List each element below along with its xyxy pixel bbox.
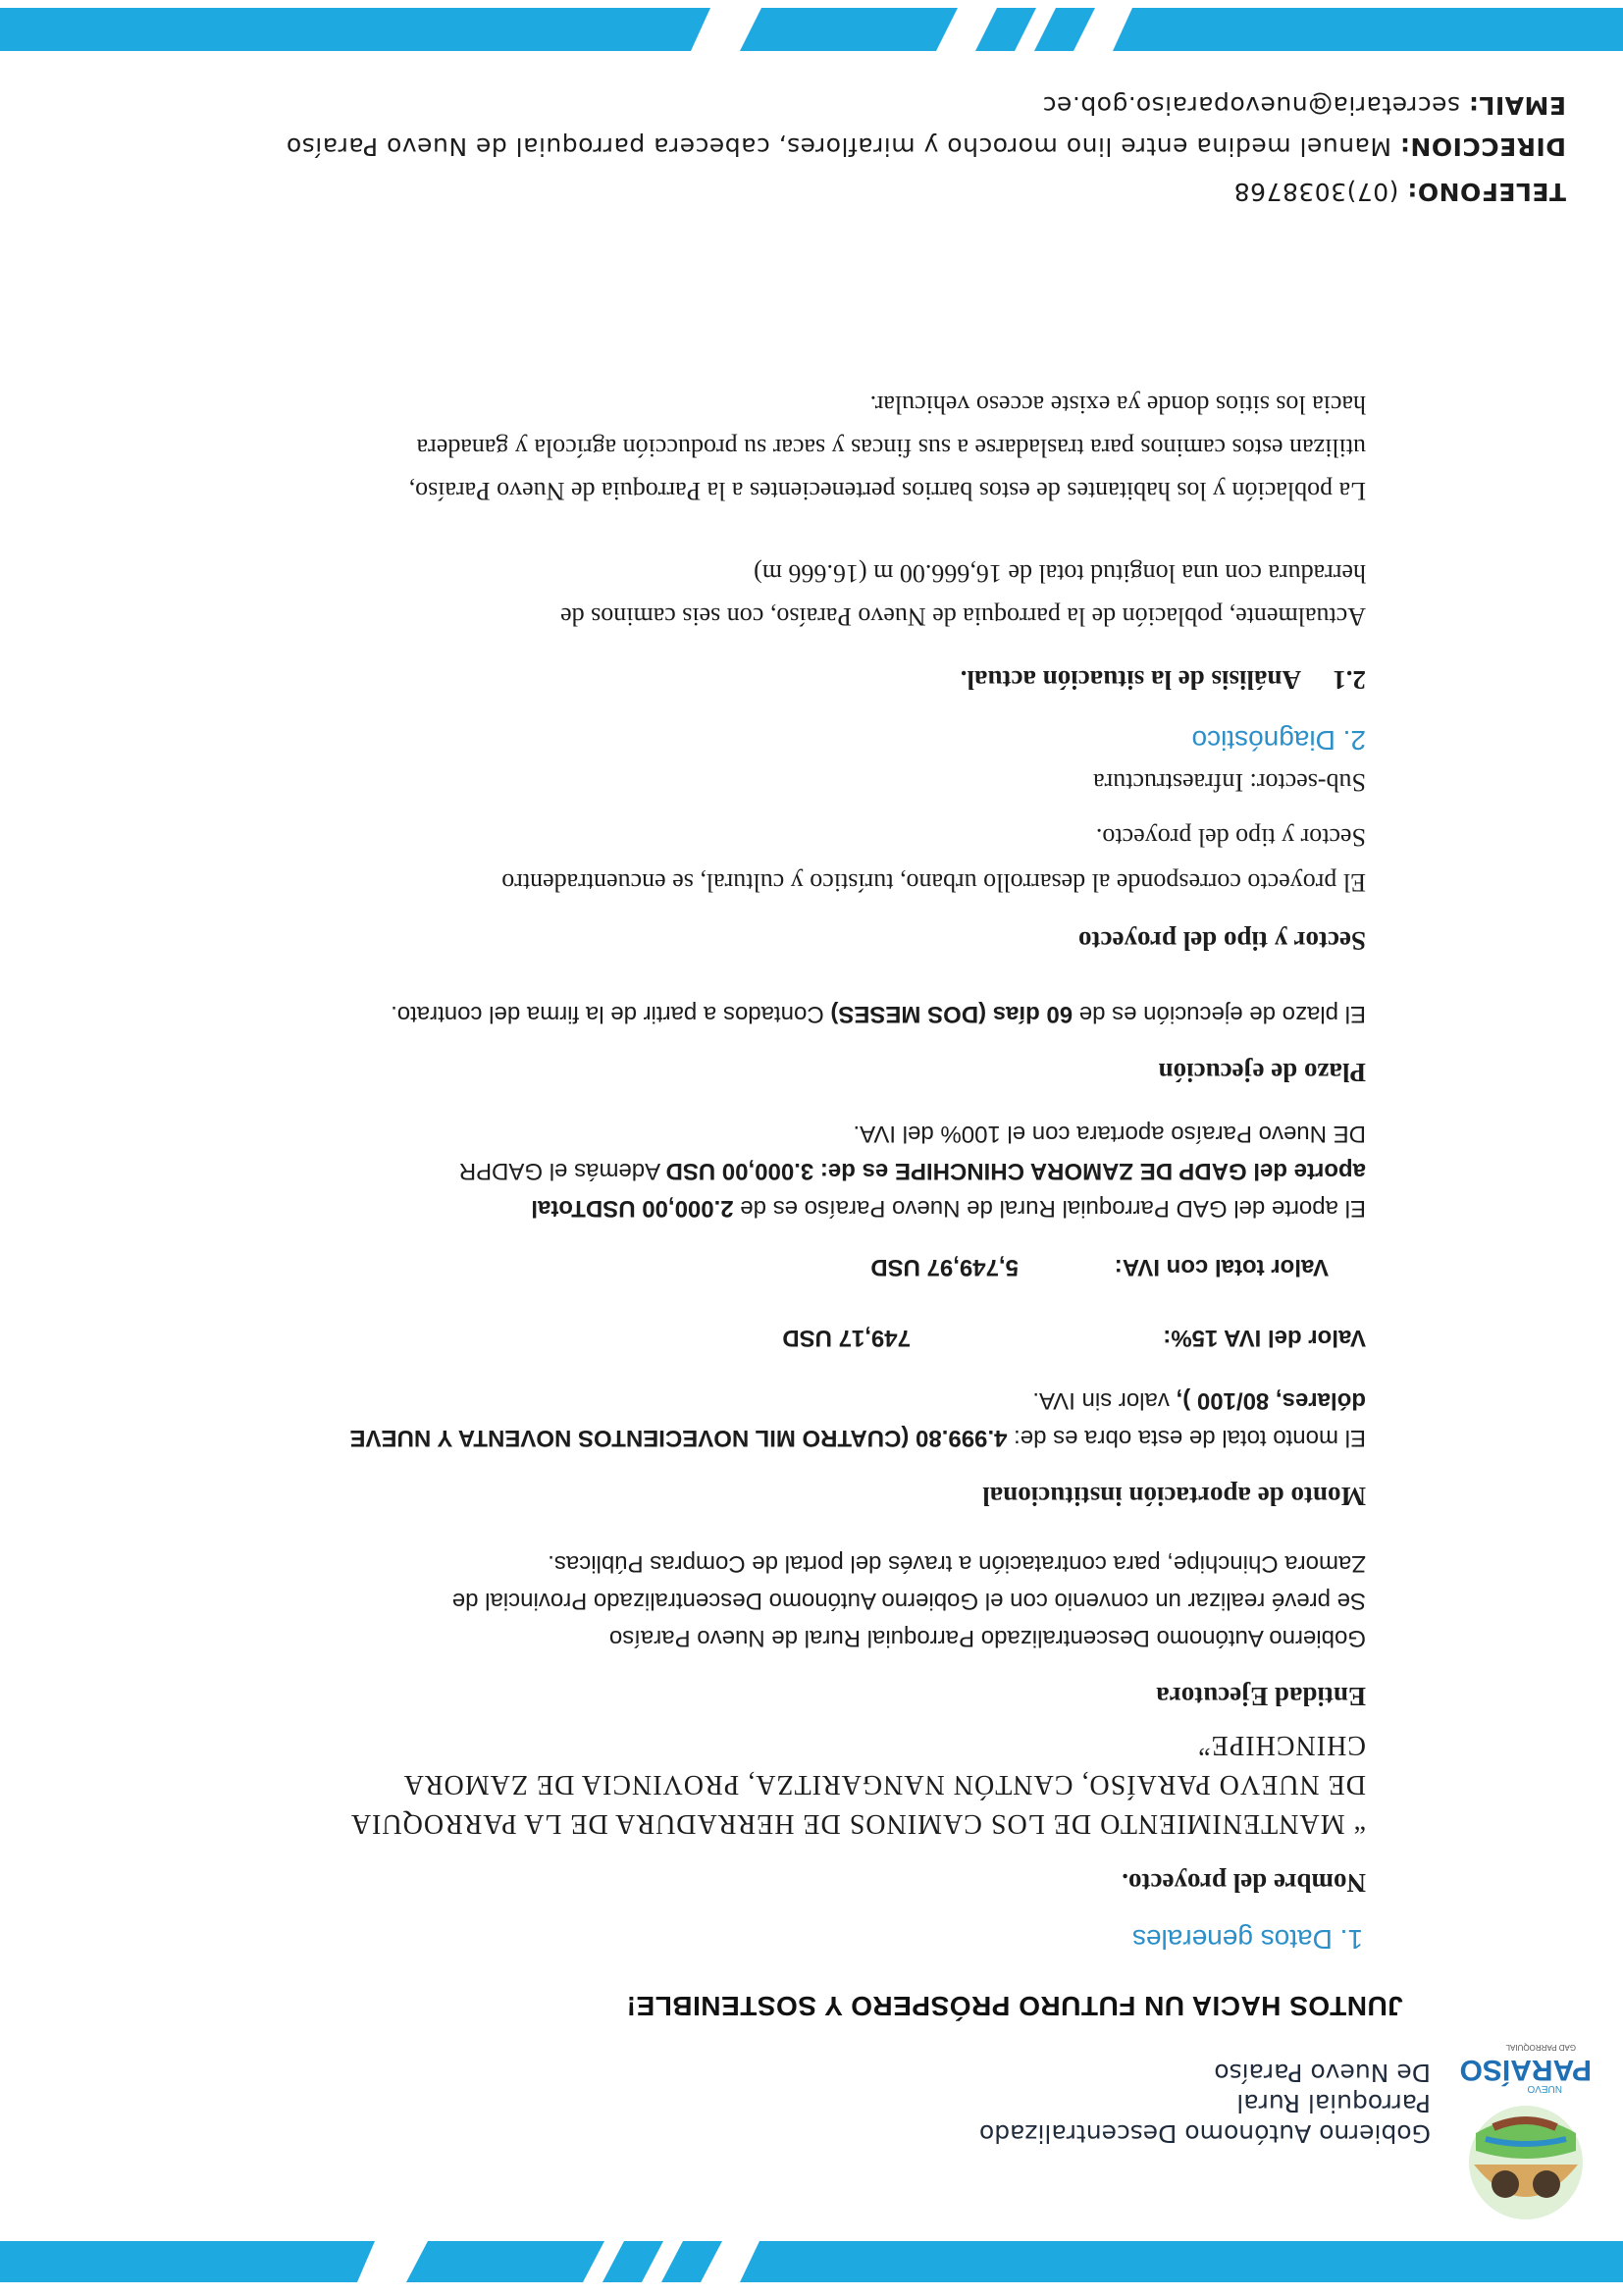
- monto-line: [198, 1419, 1366, 1456]
- aporte-line: [208, 1152, 1366, 1189]
- entidad-line: Gobierno Autónomo Descentralizado Parroquial Rural de Nuevo Paraíso: [608, 1625, 1366, 1651]
- paragraph-line: utilizan estos caminos para trasladarse a sus fincas y sacar su producción agrícola y ganadera: [416, 434, 1366, 462]
- label-plazo-ejecucion: Plazo de ejecución: [1158, 1058, 1366, 1087]
- monto-line1-bold: 4.999.80 (CUATRO MIL NOVECIENTOS NOVENTA Y NUEVE: [349, 1425, 1008, 1451]
- monto-text: [198, 1382, 1366, 1456]
- org-name-line: Gobierno Autónomo Descentralizado: [978, 2119, 1431, 2148]
- aporte-line1-text: El aporte del GAD Parroquial Rural de Nuevo Paraíso es de: [733, 1195, 1366, 1222]
- header-stripe-band: [0, 2241, 1623, 2282]
- footer-direccion: [286, 132, 1566, 161]
- footer-telefono: [1233, 178, 1566, 206]
- organization-name: [881, 2058, 1431, 2149]
- org-name-line: Parroquial Rural: [1236, 2089, 1431, 2117]
- email-value: secretaria@nuevoparaiso.gob.ec: [1042, 91, 1460, 120]
- telefono-value: (07)3038768: [1233, 178, 1399, 206]
- aporte-line: [208, 1189, 1366, 1226]
- diagnostico-paragraph-2: [208, 383, 1366, 512]
- project-name: [208, 1725, 1366, 1843]
- diagnostico-paragraph-1: [208, 551, 1366, 638]
- project-name-line: CHINCHIPE”: [1197, 1730, 1366, 1760]
- footer-stripe-band: [0, 8, 1623, 51]
- sector-line: Sector y tipo del proyecto.: [1095, 823, 1366, 852]
- paragraph-line: hacia los sitios donde ya existe acceso vehicular.: [869, 391, 1366, 419]
- plazo-text-bold: 60 días (DOS MESES): [830, 1001, 1073, 1027]
- subsection-title: Análisis de la situación actual.: [960, 665, 1301, 695]
- label-sector-tipo: Sector y tipo del proyecto: [1078, 926, 1366, 956]
- gad-logo-emblem: [1456, 2037, 1596, 2223]
- plazo-text-post: Contados a partir de la firma del contrato.: [391, 1001, 831, 1027]
- aporte-line1-bold: 2.000,00 USDTotal: [531, 1195, 734, 1222]
- direccion-value: Manuel medina entre lino morocho y miraflores, cabecera parroquial de Nuevo Paraíso: [286, 132, 1391, 161]
- email-label: EMAIL:: [1468, 91, 1566, 120]
- sector-line: Sub-sector: Infraestructura: [1093, 768, 1366, 797]
- value-valor-iva: 749,17 USD: [782, 1325, 911, 1351]
- monto-line2-bold: dólares, 80/100 ),: [1176, 1387, 1366, 1414]
- subsection-number: 2.1: [1333, 665, 1366, 695]
- logo-text-main: PARAÍSO: [1459, 2054, 1592, 2086]
- label-valor-total: Valor total con IVA:: [1114, 1254, 1329, 1280]
- label-valor-iva: Valor del IVA 15%:: [1163, 1325, 1366, 1351]
- logo-text-sub: GAD PARROQUIAL: [1505, 2043, 1576, 2052]
- telefono-label: TELEFONO:: [1406, 178, 1566, 206]
- plazo-text: [208, 995, 1366, 1032]
- footer-email: [1042, 91, 1566, 120]
- org-name-line: De Nuevo Paraíso: [1214, 2059, 1431, 2087]
- label-nombre-proyecto: Nombre del proyecto.: [1122, 1868, 1366, 1898]
- section-heading-diagnostico: 2. Diagnóstico: [1191, 725, 1366, 756]
- section-heading-datos-generales: 1. Datos generales: [1131, 1924, 1363, 1955]
- label-entidad-ejecutora: Entidad Ejecutora: [1156, 1682, 1366, 1711]
- sector-line: El proyecto corresponde al desarrollo urbano, turístico y cultural, se encuentradentro: [501, 868, 1366, 897]
- aporte-line2-text: Además el GADPR: [458, 1158, 666, 1184]
- direccion-label: DIRECCION:: [1399, 132, 1566, 161]
- monto-line1-text: El monto total de esta obra es de:: [1007, 1425, 1366, 1451]
- entidad-line: Se prevé realizar un convenio con el Gobierno Autónomo Descentralizado Provincial de: [451, 1588, 1366, 1614]
- entidad-text: [218, 1544, 1366, 1656]
- project-name-line: DE NUEVO PARAÍSO, CANTÓN NANGARITZA, PROVINCIA DE ZAMORA: [402, 1769, 1366, 1800]
- aporte-text: [208, 1115, 1366, 1226]
- aporte-line: DE Nuevo Paraíso aportara con el 100% del IVA.: [853, 1121, 1366, 1147]
- paragraph-line: herradura con una longitud total de 16,666.00 m (16.666 m): [754, 559, 1366, 588]
- sector-text: [208, 759, 1366, 905]
- paragraph-line: Actualmente, población de la parroquia de Nuevo Paraíso, con seis caminos de: [560, 602, 1366, 631]
- monto-line2-text: valor sin IVA.: [1032, 1387, 1177, 1414]
- aporte-line2-bold: aporte del GADP DE ZAMORA CHINCHIPE es de: 3.000,00 USD: [665, 1158, 1366, 1184]
- plazo-text-pre: El plazo de ejecución es de: [1073, 1001, 1366, 1027]
- paragraph-line: La población y los habitantes de estos barrios pertenecientes a la Parroquia de Nuevo Paraíso,: [408, 477, 1366, 505]
- project-name-line: “ MANTENIMIENTO DE LOS CAMINOS DE HERRADURA DE LA PARROQUIA: [349, 1808, 1366, 1839]
- label-monto-aportacion: Monto de aportación institucional: [982, 1482, 1366, 1511]
- value-valor-total: 5,749,97 USD: [870, 1254, 1019, 1280]
- slogan: JUNTOS HACIA UN FUTURO PRÓSPERO Y SOSTENIBLE!: [626, 1991, 1403, 2021]
- entidad-line: Zamora Chinchipe, para contratación a través del portal de Compras Públicas.: [548, 1550, 1366, 1577]
- logo-text-top: NUEVO: [1527, 2083, 1562, 2094]
- monto-line: [198, 1382, 1366, 1419]
